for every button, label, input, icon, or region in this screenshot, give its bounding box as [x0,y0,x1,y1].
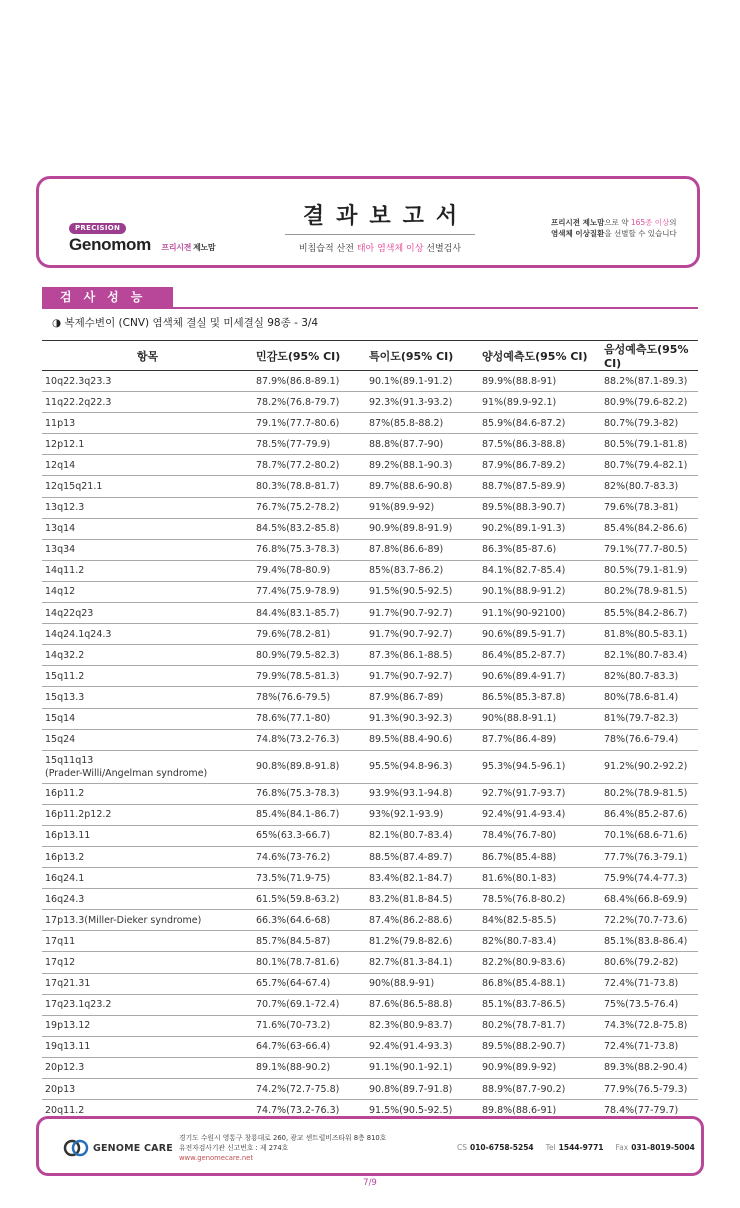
cell-specificity: 89.5%(88.4-90.6) [366,729,479,750]
cell-item: 19p13.12 [42,1015,253,1036]
cell-specificity: 89.7%(88.6-90.8) [366,476,479,497]
cell-sensitivity: 85.7%(84.5-87) [253,931,366,952]
cell-specificity: 89.2%(88.1-90.3) [366,455,479,476]
cell-npv: 81.8%(80.5-83.1) [601,624,698,645]
table-row [42,497,698,518]
cell-specificity: 91.7%(90.7-92.7) [366,603,479,624]
cell-sensitivity: 79.1%(77.7-80.6) [253,413,366,434]
cell-ppv: 82%(80.7-83.4) [479,931,601,952]
table-row [42,994,698,1015]
cell-npv: 74.3%(72.8-75.8) [601,1015,698,1036]
cell-item: 16q24.3 [42,889,253,910]
cell-specificity: 82.7%(81.3-84.1) [366,952,479,973]
genome-care-logo: GENOME CARE [63,1139,173,1157]
cell-sensitivity: 80.1%(78.7-81.6) [253,952,366,973]
table-row [42,1015,698,1036]
cell-item: 14q12 [42,581,253,602]
cell-npv: 80.6%(79.2-82) [601,952,698,973]
cell-specificity: 87.8%(86.6-89) [366,539,479,560]
table-row [42,476,698,497]
cell-ppv: 85.9%(84.6-87.2) [479,413,601,434]
cell-npv: 80%(78.6-81.4) [601,687,698,708]
cell-ppv: 92.7%(91.7-93.7) [479,783,601,804]
cell-npv: 75.9%(74.4-77.3) [601,868,698,889]
cell-specificity: 85%(83.7-86.2) [366,560,479,581]
cell-ppv: 88.7%(87.5-89.9) [479,476,601,497]
cell-item: 13q34 [42,539,253,560]
cell-item: 11q22.2q22.3 [42,392,253,413]
table-row [42,750,698,783]
table-row [42,413,698,434]
cell-item: 19q13.11 [42,1036,253,1057]
cell-item: 15q11.2 [42,666,253,687]
cell-npv: 72.4%(71-73.8) [601,973,698,994]
cell-ppv: 84%(82.5-85.5) [479,910,601,931]
cell-ppv: 86.5%(85.3-87.8) [479,687,601,708]
cell-specificity: 87.6%(86.5-88.8) [366,994,479,1015]
genome-care-icon [63,1139,89,1157]
cell-sensitivity: 65%(63.3-66.7) [253,825,366,846]
cell-sensitivity: 74.7%(73.2-76.3) [253,1100,366,1121]
cell-specificity: 82.1%(80.7-83.4) [366,825,479,846]
cell-sensitivity: 84.4%(83.1-85.7) [253,603,366,624]
cell-sensitivity: 80.9%(79.5-82.3) [253,645,366,666]
cell-ppv: 89.8%(88.6-91) [479,1100,601,1121]
header-note: 프리시젼 제노맘으로 약 165종 이상의 염색체 이상질환을 선별할 수 있습니다 [551,218,677,238]
table-row [42,846,698,867]
cell-item: 13q12.3 [42,497,253,518]
cell-item: 20p12.3 [42,1057,253,1078]
cell-item: 17q21.31 [42,973,253,994]
table-row [42,624,698,645]
cell-sensitivity: 70.7%(69.1-72.4) [253,994,366,1015]
cell-sensitivity: 78%(76.6-79.5) [253,687,366,708]
cell-specificity: 95.5%(94.8-96.3) [366,750,479,783]
cell-ppv: 87.7%(86.4-89) [479,729,601,750]
col-header-sensitivity: 민감도(95% CI) [253,341,366,371]
col-header-ppv: 양성예측도(95% CI) [479,341,601,371]
cell-specificity: 82.3%(80.9-83.7) [366,1015,479,1036]
col-header-npv: 음성예측도(95% CI) [601,341,698,371]
cell-ppv: 90%(88.8-91.1) [479,708,601,729]
cell-sensitivity: 80.3%(78.8-81.7) [253,476,366,497]
cell-ppv: 81.6%(80.1-83) [479,868,601,889]
table-row [42,783,698,804]
table-row [42,729,698,750]
cell-ppv: 86.3%(85-87.6) [479,539,601,560]
cell-npv: 88.2%(87.1-89.3) [601,371,698,392]
cell-item: 14q22q23 [42,603,253,624]
cell-npv: 80.5%(79.1-81.8) [601,434,698,455]
cell-npv: 75%(73.5-76.4) [601,994,698,1015]
cell-specificity: 88.5%(87.4-89.7) [366,846,479,867]
cell-npv: 79.1%(77.7-80.5) [601,539,698,560]
cell-ppv: 86.8%(85.4-88.1) [479,973,601,994]
cell-specificity: 87.3%(86.1-88.5) [366,645,479,666]
table-row [42,666,698,687]
table-row [42,581,698,602]
cell-specificity: 92.4%(91.4-93.3) [366,1036,479,1057]
cell-ppv: 89.5%(88.3-90.7) [479,497,601,518]
cell-sensitivity: 76.8%(75.3-78.3) [253,783,366,804]
cell-npv: 80.7%(79.3-82) [601,413,698,434]
cell-npv: 80.7%(79.4-82.1) [601,455,698,476]
cell-specificity: 93%(92.1-93.9) [366,804,479,825]
table-row [42,539,698,560]
cell-item: 15q14 [42,708,253,729]
cell-npv: 80.2%(78.9-81.5) [601,783,698,804]
cell-item: 17q23.1q23.2 [42,994,253,1015]
table-row [42,708,698,729]
cell-item: 15q24 [42,729,253,750]
cell-ppv: 86.4%(85.2-87.7) [479,645,601,666]
cell-ppv: 90.1%(88.9-91.2) [479,581,601,602]
col-header-item: 항목 [42,341,253,371]
table-header-row [42,341,698,371]
cell-item: 12q15q21.1 [42,476,253,497]
table-row [42,1079,698,1100]
cell-npv: 70.1%(68.6-71.6) [601,825,698,846]
cell-specificity: 88.8%(87.7-90) [366,434,479,455]
table-row [42,560,698,581]
table-row [42,952,698,973]
report-header [36,176,700,268]
cell-item: 17p13.3(Miller-Dieker syndrome) [42,910,253,931]
website-link[interactable]: www.genomecare.net [179,1154,254,1162]
brand-name: Genomom 프리시젼 제노맘 [69,235,216,254]
cell-sensitivity: 73.5%(71.9-75) [253,868,366,889]
cell-item: 16p13.2 [42,846,253,867]
cell-specificity: 90%(88.9-91) [366,973,479,994]
cell-sensitivity: 79.9%(78.5-81.3) [253,666,366,687]
table-row [42,392,698,413]
page-title: 결과보고서 [285,199,475,235]
cell-npv: 82%(80.7-83.3) [601,666,698,687]
cell-npv: 86.4%(85.2-87.6) [601,804,698,825]
cell-item: 16p11.2 [42,783,253,804]
cell-npv: 80.9%(79.6-82.2) [601,392,698,413]
col-header-specificity: 특이도(95% CI) [366,341,479,371]
cell-item: 15q11q13 (Prader-Willi/Angelman syndrome) [42,750,253,783]
cell-sensitivity: 84.5%(83.2-85.8) [253,518,366,539]
footer-address: 경기도 수원시 영통구 창룡대로 260, 광교 센트럴비즈타워 8층 810호 유전자검사기관 신고번호 : 제 274호 www.genomecare.net [179,1134,387,1162]
cell-ppv: 78.4%(76.7-80) [479,825,601,846]
cell-ppv: 80.2%(78.7-81.7) [479,1015,601,1036]
cs-contact: CS 010-6758-5254 [457,1143,534,1152]
cell-specificity: 81.2%(79.8-82.6) [366,931,479,952]
cell-item: 14q11.2 [42,560,253,581]
section-header [42,287,698,309]
cell-npv: 82.1%(80.7-83.4) [601,645,698,666]
brand-subtitle: 프리시젼 제노맘 [161,243,216,252]
cell-specificity: 87%(85.8-88.2) [366,413,479,434]
table-row [42,455,698,476]
table-row [42,931,698,952]
cell-sensitivity: 79.4%(78-80.9) [253,560,366,581]
cell-sensitivity: 74.6%(73-76.2) [253,846,366,867]
cell-sensitivity: 71.6%(70-73.2) [253,1015,366,1036]
cell-specificity: 83.4%(82.1-84.7) [366,868,479,889]
table-row [42,371,698,392]
cell-npv: 79.6%(78.3-81) [601,497,698,518]
cell-sensitivity: 76.7%(75.2-78.2) [253,497,366,518]
cell-specificity: 91%(89.9-92) [366,497,479,518]
cell-ppv: 91.1%(90-92100) [479,603,601,624]
cell-sensitivity: 90.8%(89.8-91.8) [253,750,366,783]
cell-npv: 81%(79.7-82.3) [601,708,698,729]
cell-ppv: 92.4%(91.4-93.4) [479,804,601,825]
cell-specificity: 91.1%(90.1-92.1) [366,1057,479,1078]
cell-npv: 80.5%(79.1-81.9) [601,560,698,581]
cell-npv: 80.2%(78.9-81.5) [601,581,698,602]
cell-specificity: 90.9%(89.8-91.9) [366,518,479,539]
cell-sensitivity: 78.6%(77.1-80) [253,708,366,729]
table-row [42,518,698,539]
cell-item: 13q14 [42,518,253,539]
table-row [42,645,698,666]
cell-sensitivity: 79.6%(78.2-81) [253,624,366,645]
table-row [42,825,698,846]
cell-ppv: 85.1%(83.7-86.5) [479,994,601,1015]
cell-specificity: 91.5%(90.5-92.5) [366,581,479,602]
cell-specificity: 90.1%(89.1-91.2) [366,371,479,392]
cell-ppv: 86.7%(85.4-88) [479,846,601,867]
cell-ppv: 88.9%(87.7-90.2) [479,1079,601,1100]
cell-npv: 82%(80.7-83.3) [601,476,698,497]
cell-ppv: 90.6%(89.5-91.7) [479,624,601,645]
cell-ppv: 89.5%(88.2-90.7) [479,1036,601,1057]
table-row [42,804,698,825]
cell-npv: 91.2%(90.2-92.2) [601,750,698,783]
cell-sensitivity: 76.8%(75.3-78.3) [253,539,366,560]
cell-item: 16p13.11 [42,825,253,846]
cell-sensitivity: 78.2%(76.8-79.7) [253,392,366,413]
cell-specificity: 91.7%(90.7-92.7) [366,624,479,645]
cell-item: 12p12.1 [42,434,253,455]
cell-sensitivity: 78.7%(77.2-80.2) [253,455,366,476]
cell-sensitivity: 85.4%(84.1-86.7) [253,804,366,825]
cell-ppv: 87.5%(86.3-88.8) [479,434,601,455]
cell-ppv: 84.1%(82.7-85.4) [479,560,601,581]
table-row [42,910,698,931]
cell-npv: 72.4%(71-73.8) [601,1036,698,1057]
cell-item: 16q24.1 [42,868,253,889]
cell-item: 10q22.3q23.3 [42,371,253,392]
cell-sensitivity: 66.3%(64.6-68) [253,910,366,931]
cell-sensitivity: 78.5%(77-79.9) [253,434,366,455]
table-row [42,603,698,624]
cell-npv: 85.4%(84.2-86.6) [601,518,698,539]
table-row [42,687,698,708]
table-row [42,889,698,910]
title-block [285,199,475,254]
cell-item: 14q32.2 [42,645,253,666]
cell-sensitivity: 61.5%(59.8-63.2) [253,889,366,910]
cell-npv: 68.4%(66.8-69.9) [601,889,698,910]
footer-contacts [457,1143,695,1152]
cell-specificity: 92.3%(91.3-93.2) [366,392,479,413]
cell-sensitivity: 77.4%(75.9-78.9) [253,581,366,602]
table-row [42,868,698,889]
cell-sensitivity: 89.1%(88-90.2) [253,1057,366,1078]
cell-item: 14q24.1q24.3 [42,624,253,645]
cell-specificity: 90.8%(89.7-91.8) [366,1079,479,1100]
table-row [42,1057,698,1078]
cell-sensitivity: 65.7%(64-67.4) [253,973,366,994]
cell-npv: 78.4%(77-79.7) [601,1100,698,1121]
cell-ppv: 89.9%(88.8-91) [479,371,601,392]
cell-specificity: 91.3%(90.3-92.3) [366,708,479,729]
cell-specificity: 87.9%(86.7-89) [366,687,479,708]
cell-specificity: 83.2%(81.8-84.5) [366,889,479,910]
cell-ppv: 90.2%(89.1-91.3) [479,518,601,539]
performance-table [42,340,698,1121]
cell-sensitivity: 87.9%(86.8-89.1) [253,371,366,392]
cell-npv: 78%(76.6-79.4) [601,729,698,750]
cell-ppv: 78.5%(76.8-80.2) [479,889,601,910]
cell-sensitivity: 64.7%(63-66.4) [253,1036,366,1057]
cell-item: 20q11.2 [42,1100,253,1121]
cell-npv: 77.9%(76.5-79.3) [601,1079,698,1100]
cell-npv: 89.3%(88.2-90.4) [601,1057,698,1078]
table-row [42,973,698,994]
cell-ppv: 95.3%(94.5-96.1) [479,750,601,783]
report-subtitle: 비침습적 산전 태아 염색체 이상 선별검사 [298,244,462,254]
section-subtitle: ◑ 복제수변이 (CNV) 염색체 결실 및 미세결실 98종 - 3/4 [52,317,319,329]
tel-contact: Tel 1544-9771 [545,1143,604,1152]
cell-npv: 85.5%(84.2-86.7) [601,603,698,624]
cell-npv: 77.7%(76.3-79.1) [601,846,698,867]
footer [36,1116,704,1176]
cell-npv: 72.2%(70.7-73.6) [601,910,698,931]
cell-item: 20p13 [42,1079,253,1100]
cell-ppv: 87.9%(86.7-89.2) [479,455,601,476]
cell-sensitivity: 74.2%(72.7-75.8) [253,1079,366,1100]
cell-item: 15q13.3 [42,687,253,708]
page-number: 7/9 [363,1178,377,1188]
brand-logo [69,215,215,255]
precision-badge: PRECISION [69,223,126,234]
cell-specificity: 93.9%(93.1-94.8) [366,783,479,804]
fax-contact: Fax 031-8019-5004 [615,1143,695,1152]
cell-item: 17q11 [42,931,253,952]
cell-ppv: 90.6%(89.4-91.7) [479,666,601,687]
cell-ppv: 91%(89.9-92.1) [479,392,601,413]
cell-sensitivity: 74.8%(73.2-76.3) [253,729,366,750]
cell-specificity: 91.7%(90.7-92.7) [366,666,479,687]
cell-item: 12q14 [42,455,253,476]
section-tab: 검사성능 [42,287,173,307]
cell-npv: 85.1%(83.8-86.4) [601,931,698,952]
cell-ppv: 90.9%(89.9-92) [479,1057,601,1078]
table-row [42,434,698,455]
table-row [42,1036,698,1057]
cell-ppv: 82.2%(80.9-83.6) [479,952,601,973]
cell-item: 17q12 [42,952,253,973]
cell-item: 11p13 [42,413,253,434]
cell-specificity: 91.5%(90.5-92.5) [366,1100,479,1121]
cell-item: 16p11.2p12.2 [42,804,253,825]
cell-specificity: 87.4%(86.2-88.6) [366,910,479,931]
